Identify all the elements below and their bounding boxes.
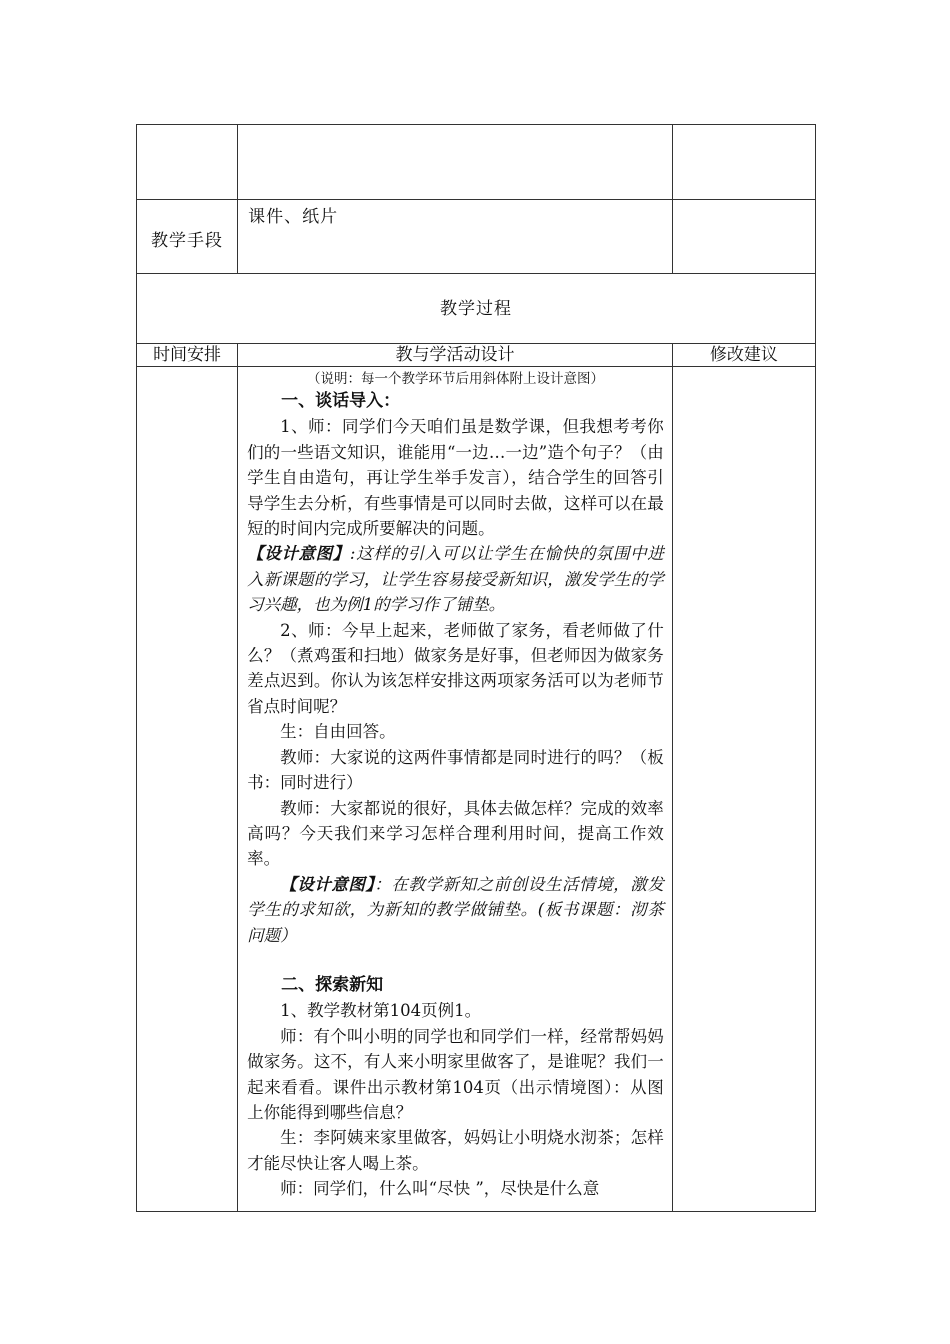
paragraph-9: 师：同学们，什么叫“尽快 ”，尽快是什么意 bbox=[280, 1179, 600, 1199]
activity-content bbox=[238, 367, 672, 1202]
empty-cell-middle bbox=[238, 125, 673, 200]
design-intent-text: ：在教学新知之前创设生活情境，激发学生的求知欲，为新知的教学做铺垫。(板书课题：沏茶问题） bbox=[247, 874, 664, 945]
design-intent-text: :这样的引入可以让学生在愉快的氛围中进入新课题的学习，让学生容易接受新知识，激发学生的学习兴趣，也为例1的学习作了铺垫。 bbox=[247, 544, 664, 615]
design-intent-2 bbox=[247, 872, 664, 948]
header-activity: 教与学活动设计 bbox=[395, 345, 515, 365]
section-heading-2: 二、探索新知 bbox=[281, 974, 384, 995]
paragraph-8: 生：李阿姨来家里做客，妈妈让小明烧水沏茶；怎样才能尽快让客人喝上茶。 bbox=[247, 1128, 664, 1173]
teaching-means-row bbox=[137, 200, 816, 274]
paragraph-7: 师：有个叫小明的同学也和同学们一样，经常帮妈妈做家务。这不，有人来小明家里做客了，是谁呢？我们一起来看看。课件出示教材第104页（出示情境图）：从图上你能得到哪些信息？ bbox=[247, 1026, 664, 1122]
paragraph-2: 2、师：今早上起来，老师做了家务，看老师做了什么？（煮鸡蛋和扫地）做家务是好事，但老师因为做家务差点迟到。你认为该怎样安排这两项家务活可以为老师节省点时间呢？ bbox=[247, 620, 664, 716]
paragraph-4: 教师：大家说的这两件事情都是同时进行的吗？（板书：同时进行） bbox=[247, 747, 664, 793]
section-heading-1: 一、谈话导入： bbox=[281, 391, 401, 411]
time-cell bbox=[137, 367, 238, 1212]
lesson-plan-table bbox=[136, 124, 816, 1212]
teaching-means-label: 教学手段 bbox=[151, 231, 223, 251]
suggestion-cell bbox=[672, 367, 815, 1212]
paragraph-6: 1、教学教材第104页例1。 bbox=[280, 1001, 482, 1021]
header-suggestion: 修改建议 bbox=[709, 345, 778, 365]
paragraph-5: 教师：大家都说的很好，具体去做怎样？完成的效率高吗？今天我们来学习怎样合理利用时间，提高工作效率。 bbox=[247, 798, 664, 869]
paragraph-1: 1、师：同学们今天咱们虽是数学课，但我想考考你们的一些语文知识，谁能用“一边…一边”造个句子？（由学生自由造句，再让学生举手发言），结合学生的回答引导学生去分析，有些事情是可以同时去做，这样可以在最短的时间内完成所要解决的问题。 bbox=[247, 417, 664, 539]
design-intent-label: 【设计意图】 bbox=[247, 544, 350, 564]
design-intent-label: 【设计意图】 bbox=[280, 874, 375, 894]
teaching-means-remark bbox=[672, 200, 815, 274]
teaching-means-value: 课件、纸片 bbox=[248, 207, 339, 227]
empty-cell-left bbox=[137, 125, 238, 200]
content-row bbox=[137, 367, 816, 1212]
header-time: 时间安排 bbox=[153, 345, 222, 365]
instruction-note: （说明：每一个教学环节后用斜体附上设计意图） bbox=[306, 371, 604, 387]
empty-row bbox=[137, 125, 816, 200]
process-title: 教学过程 bbox=[440, 299, 512, 319]
empty-cell-right bbox=[672, 125, 815, 200]
process-title-row bbox=[137, 274, 816, 344]
design-intent-1 bbox=[247, 541, 664, 617]
header-row bbox=[137, 344, 816, 367]
paragraph-3: 生：自由回答。 bbox=[280, 722, 396, 742]
